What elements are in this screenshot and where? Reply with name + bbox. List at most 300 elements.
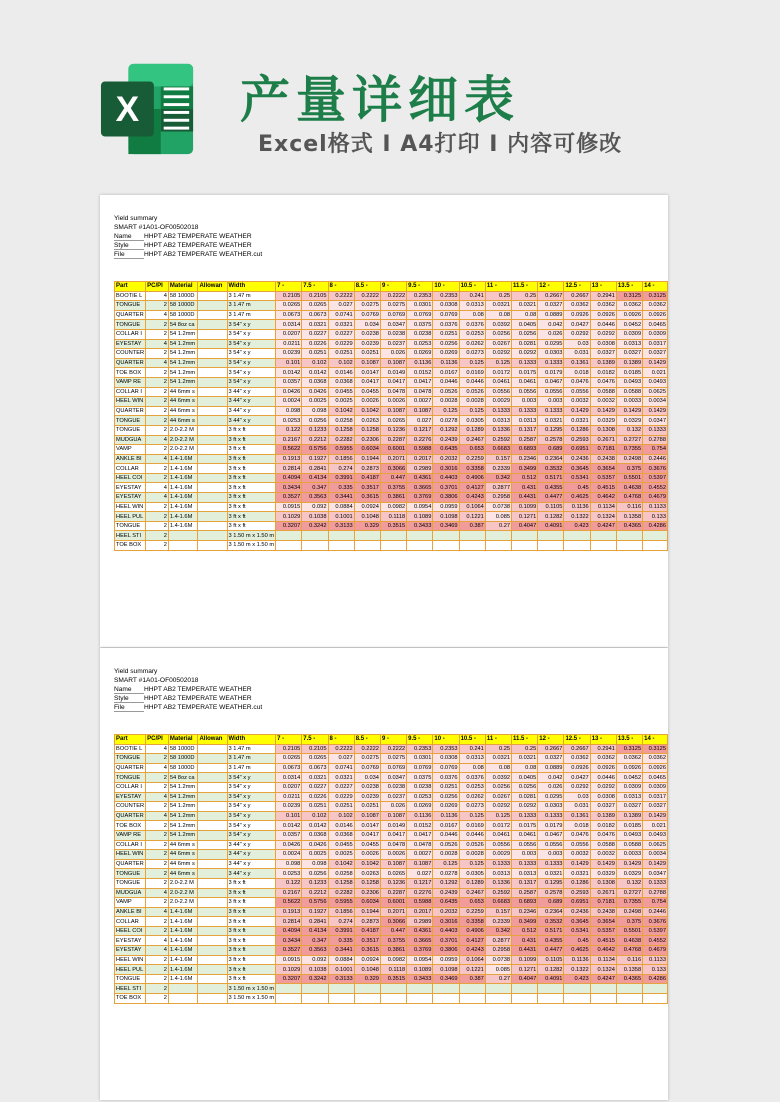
cell-yield-value[interactable]: 0.0229 — [328, 792, 354, 802]
cell-yield-value[interactable]: 0.0329 — [616, 416, 642, 426]
cell-yield-value[interactable]: 0.5341 — [564, 926, 590, 936]
cell-yield-value[interactable]: 0.0267 — [485, 339, 511, 349]
column-header[interactable]: 13.5 - — [616, 282, 642, 292]
cell-yield-value[interactable]: 0.0465 — [643, 320, 668, 330]
cell-yield-value[interactable]: 0.125 — [433, 859, 459, 869]
cell-yield-value[interactable]: 0.1333 — [538, 358, 564, 368]
cell-material[interactable]: 1.4-1.6M — [168, 936, 198, 946]
cell-yield-value[interactable]: 0.0025 — [328, 850, 354, 860]
cell-pc[interactable]: 2 — [146, 859, 169, 869]
cell-yield-value[interactable]: 0.0467 — [538, 377, 564, 387]
cell-yield-value[interactable]: 0.7181 — [590, 898, 616, 908]
cell-part[interactable]: COLLAR — [115, 464, 146, 474]
cell-yield-value[interactable]: 0.0227 — [328, 329, 354, 339]
cell-yield-value[interactable] — [538, 541, 564, 551]
cell-yield-value[interactable]: 0.0362 — [643, 301, 668, 311]
cell-part[interactable]: EYESTAY — [115, 936, 146, 946]
cell-yield-value[interactable]: 0.1429 — [643, 811, 668, 821]
cell-yield-value[interactable]: 0.6893 — [512, 898, 538, 908]
cell-yield-value[interactable] — [512, 531, 538, 541]
cell-yield-value[interactable]: 0.0926 — [643, 310, 668, 320]
cell-yield-value[interactable]: 0.021 — [643, 821, 668, 831]
cell-material[interactable]: 54 1.2mm — [168, 782, 198, 792]
cell-yield-value[interactable]: 0.335 — [328, 936, 354, 946]
cell-yield-value[interactable]: 0.027 — [407, 869, 433, 879]
cell-yield-value[interactable]: 0.4906 — [459, 473, 485, 483]
cell-width[interactable]: 3 1.50 m x 1.50 m — [228, 985, 275, 992]
cell-yield-value[interactable]: 0.0265 — [380, 869, 406, 879]
cell-yield-value[interactable]: 0.1134 — [590, 502, 616, 512]
cell-yield-value[interactable]: 0.003 — [538, 850, 564, 860]
cell-yield-value[interactable]: 0.0309 — [643, 329, 668, 339]
cell-yield-value[interactable]: 0.3806 — [433, 946, 459, 956]
cell-yield-value[interactable]: 0.0167 — [433, 368, 459, 378]
cell-yield-value[interactable]: 0.1258 — [328, 878, 354, 888]
cell-part[interactable]: TOE BOX — [115, 821, 146, 831]
cell-yield-value[interactable]: 0.1098 — [433, 965, 459, 975]
cell-yield-value[interactable]: 0.4361 — [407, 926, 433, 936]
cell-yield-value[interactable]: 0.0147 — [354, 821, 380, 831]
cell-yield-value[interactable]: 0.1001 — [328, 965, 354, 975]
cell-yield-value[interactable]: 0.0417 — [407, 377, 433, 387]
cell-yield-value[interactable]: 0.0362 — [616, 301, 642, 311]
cell-yield-value[interactable]: 0.0267 — [485, 792, 511, 802]
cell-pc[interactable]: 4 — [146, 888, 169, 898]
cell-yield-value[interactable]: 0.0308 — [433, 754, 459, 764]
cell-yield-value[interactable]: 0.0889 — [538, 310, 564, 320]
cell-yield-value[interactable]: 0.2671 — [590, 435, 616, 445]
cell-width[interactable]: 3 ft x ft — [227, 493, 276, 503]
cell-yield-value[interactable]: 0.1286 — [564, 425, 590, 435]
cell-yield-value[interactable]: 0.1358 — [616, 512, 642, 522]
cell-yield-value[interactable]: 0.1333 — [643, 425, 668, 435]
column-header[interactable]: 11.5 - — [512, 735, 538, 745]
cell-yield-value[interactable] — [433, 984, 459, 994]
cell-material[interactable] — [168, 994, 198, 1004]
cell-width[interactable]: 3 ft x ft — [227, 502, 276, 512]
cell-part[interactable]: QUARTER — [116, 408, 144, 415]
cell-yield-value[interactable]: 0.03 — [564, 339, 590, 349]
cell-part[interactable]: BOOTIE L — [115, 744, 146, 754]
cell-width[interactable]: 3 44" x y — [227, 850, 276, 860]
cell-part[interactable]: COLLAR I — [115, 329, 146, 339]
cell-yield-value[interactable]: 0.2941 — [590, 744, 616, 754]
cell-pc[interactable]: 4 — [146, 435, 169, 445]
cell-width[interactable]: 3 54" x y — [227, 802, 276, 812]
cell-yield-value[interactable]: 0.2498 — [616, 907, 642, 917]
cell-yield-value[interactable]: 0.2105 — [302, 291, 328, 301]
cell-yield-value[interactable]: 0.0738 — [485, 955, 511, 965]
cell-yield-value[interactable]: 0.6951 — [564, 898, 590, 908]
cell-yield-value[interactable]: 0.0172 — [485, 821, 511, 831]
cell-part[interactable]: COLLAR I — [115, 782, 146, 792]
cell-width[interactable]: 3 54" x y — [227, 349, 276, 359]
cell-yield-value[interactable]: 0.0256 — [512, 329, 538, 339]
cell-yield-value[interactable]: 0.2841 — [302, 464, 328, 474]
cell-pc[interactable]: 2 — [146, 955, 169, 965]
cell-yield-value[interactable] — [433, 994, 459, 1004]
cell-yield-value[interactable]: 0.25 — [485, 291, 511, 301]
cell-yield-value[interactable]: 0.0305 — [459, 416, 485, 426]
cell-yield-value[interactable]: 0.116 — [616, 955, 642, 965]
cell-yield-value[interactable]: 0.4247 — [590, 521, 616, 531]
cell-yield-value[interactable] — [407, 541, 433, 551]
cell-yield-value[interactable]: 0.0313 — [485, 416, 511, 426]
cell-yield-value[interactable]: 0.0029 — [485, 850, 511, 860]
cell-yield-value[interactable]: 0.0227 — [302, 782, 328, 792]
cell-yield-value[interactable]: 0.512 — [512, 473, 538, 483]
cell-yield-value[interactable]: 0.0446 — [459, 377, 485, 387]
cell-yield-value[interactable] — [485, 531, 511, 541]
cell-yield-value[interactable]: 0.0924 — [354, 955, 380, 965]
column-header[interactable]: 11.5 - — [512, 282, 538, 292]
cell-yield-value[interactable]: 0.0673 — [276, 763, 302, 773]
cell-part[interactable]: VAMP — [115, 445, 146, 455]
cell-yield-value[interactable]: 0.4091 — [538, 521, 564, 531]
cell-yield-value[interactable]: 0.027 — [328, 754, 354, 764]
cell-material[interactable]: 54 1.2mm — [168, 811, 198, 821]
cell-yield-value[interactable]: 0.0251 — [354, 349, 380, 359]
cell-allowance[interactable] — [198, 397, 227, 407]
cell-yield-value[interactable] — [485, 984, 511, 994]
cell-pc[interactable]: 2 — [146, 387, 169, 397]
cell-allowance[interactable] — [198, 754, 227, 764]
cell-yield-value[interactable]: 0.0327 — [590, 349, 616, 359]
cell-yield-value[interactable]: 0.274 — [328, 464, 354, 474]
cell-yield-value[interactable]: 0.0033 — [616, 397, 642, 407]
cell-width[interactable]: 3 ft x ft — [227, 425, 276, 435]
cell-yield-value[interactable]: 0.4127 — [459, 936, 485, 946]
column-header[interactable]: 10 - — [433, 282, 459, 292]
cell-pc[interactable]: 2 — [146, 994, 169, 1004]
cell-yield-value[interactable]: 0.4515 — [590, 936, 616, 946]
cell-yield-value[interactable]: 0.3358 — [459, 917, 485, 927]
cell-yield-value[interactable]: 0.0262 — [459, 792, 485, 802]
cell-yield-value[interactable]: 0.0026 — [380, 850, 406, 860]
cell-yield-value[interactable]: 0.1308 — [590, 878, 616, 888]
cell-material[interactable]: 1.4-1.6M — [168, 493, 198, 503]
cell-allowance[interactable] — [198, 782, 227, 792]
column-header[interactable]: 8.5 - — [354, 735, 380, 745]
cell-allowance[interactable] — [198, 811, 227, 821]
cell-yield-value[interactable]: 0.3755 — [380, 936, 406, 946]
cell-width[interactable]: 3 44" x y — [227, 397, 276, 407]
cell-yield-value[interactable] — [616, 994, 642, 1004]
cell-yield-value[interactable]: 0.1927 — [302, 454, 328, 464]
cell-yield-value[interactable]: 0.3517 — [354, 936, 380, 946]
cell-allowance[interactable] — [198, 946, 227, 956]
cell-yield-value[interactable]: 0.3242 — [302, 974, 328, 984]
cell-part[interactable]: HEEL COI — [115, 473, 146, 483]
cell-part[interactable]: ANKLE BI — [115, 907, 146, 917]
cell-yield-value[interactable]: 0.0417 — [380, 377, 406, 387]
cell-yield-value[interactable]: 0.0175 — [512, 821, 538, 831]
cell-yield-value[interactable]: 0.0327 — [616, 349, 642, 359]
cell-yield-value[interactable]: 0.0313 — [512, 869, 538, 879]
cell-yield-value[interactable]: 0.0588 — [616, 840, 642, 850]
cell-yield-value[interactable]: 0.342 — [485, 926, 511, 936]
cell-yield-value[interactable]: 0.2438 — [590, 454, 616, 464]
cell-pc[interactable]: 4 — [146, 936, 169, 946]
cell-yield-value[interactable] — [276, 531, 302, 541]
cell-pc[interactable]: 2 — [146, 773, 169, 783]
cell-yield-value[interactable]: 0.0329 — [590, 869, 616, 879]
cell-material[interactable]: 2.0-2.2 M — [168, 425, 198, 435]
cell-yield-value[interactable]: 0.1098 — [433, 512, 459, 522]
cell-yield-value[interactable]: 0.3358 — [459, 464, 485, 474]
cell-yield-value[interactable]: 0.1048 — [354, 965, 380, 975]
cell-yield-value[interactable]: 0.122 — [276, 878, 302, 888]
cell-material[interactable]: 54 8oz ca — [168, 773, 198, 783]
cell-yield-value[interactable]: 0.4515 — [590, 483, 616, 493]
column-header[interactable]: 7 - — [276, 282, 302, 292]
cell-yield-value[interactable]: 0.0362 — [564, 754, 590, 764]
cell-yield-value[interactable]: 0.2212 — [302, 435, 328, 445]
cell-yield-value[interactable]: 0.1271 — [512, 512, 538, 522]
cell-yield-value[interactable]: 0.0673 — [302, 763, 328, 773]
cell-yield-value[interactable]: 0.0741 — [328, 310, 354, 320]
cell-yield-value[interactable]: 0.25 — [485, 744, 511, 754]
cell-yield-value[interactable]: 0.3133 — [328, 521, 354, 531]
cell-yield-value[interactable]: 0.0556 — [564, 840, 590, 850]
cell-yield-value[interactable]: 0.0239 — [276, 349, 302, 359]
cell-yield-value[interactable]: 0.116 — [616, 502, 642, 512]
cell-yield-value[interactable]: 0.08 — [485, 763, 511, 773]
cell-pc[interactable]: 2 — [146, 329, 169, 339]
cell-yield-value[interactable]: 0.098 — [276, 859, 302, 869]
cell-yield-value[interactable]: 0.25 — [512, 291, 538, 301]
cell-width[interactable]: 3 1.50 m x 1.50 m — [228, 995, 275, 1002]
cell-part[interactable]: HEEL COI — [115, 926, 146, 936]
cell-allowance[interactable] — [198, 878, 227, 888]
cell-yield-value[interactable]: 0.1429 — [643, 859, 668, 869]
cell-yield-value[interactable]: 0.3207 — [276, 974, 302, 984]
cell-material[interactable]: 1.4-1.6M — [168, 907, 198, 917]
cell-yield-value[interactable]: 0.7355 — [616, 898, 642, 908]
cell-yield-value[interactable]: 0.3527 — [276, 946, 302, 956]
cell-yield-value[interactable]: 0.0376 — [459, 773, 485, 783]
cell-yield-value[interactable]: 0.2105 — [276, 291, 302, 301]
cell-yield-value[interactable]: 0.0376 — [433, 320, 459, 330]
cell-yield-value[interactable]: 0.0376 — [459, 320, 485, 330]
column-header[interactable]: Part — [115, 282, 146, 292]
cell-yield-value[interactable]: 0.1087 — [407, 859, 433, 869]
cell-yield-value[interactable]: 0.0959 — [433, 502, 459, 512]
cell-yield-value[interactable]: 0.0455 — [354, 387, 380, 397]
cell-yield-value[interactable]: 0.2989 — [407, 917, 433, 927]
cell-yield-value[interactable]: 0.0253 — [459, 329, 485, 339]
cell-part[interactable]: HEEL WIN — [115, 502, 146, 512]
cell-pc[interactable]: 2 — [146, 445, 169, 455]
cell-yield-value[interactable] — [433, 531, 459, 541]
cell-width[interactable]: 3 ft x ft — [227, 512, 276, 522]
cell-yield-value[interactable]: 0.157 — [485, 907, 511, 917]
cell-yield-value[interactable]: 0.0032 — [564, 397, 590, 407]
cell-material[interactable]: 44 6mm s — [168, 406, 198, 416]
cell-yield-value[interactable]: 0.2446 — [643, 907, 668, 917]
cell-yield-value[interactable]: 0.653 — [459, 898, 485, 908]
cell-yield-value[interactable]: 0.1322 — [564, 965, 590, 975]
cell-yield-value[interactable]: 0.3991 — [328, 926, 354, 936]
cell-material[interactable]: 1.4-1.6M — [168, 512, 198, 522]
cell-width[interactable]: 3 ft x ft — [227, 898, 276, 908]
cell-yield-value[interactable]: 0.0362 — [564, 301, 590, 311]
cell-yield-value[interactable]: 0.098 — [276, 406, 302, 416]
cell-pc[interactable]: 2 — [146, 754, 169, 764]
cell-yield-value[interactable]: 0.4679 — [643, 493, 668, 503]
cell-yield-value[interactable]: 0.0461 — [512, 377, 538, 387]
cell-yield-value[interactable]: 0.0227 — [302, 329, 328, 339]
column-header[interactable]: 12 - — [538, 735, 564, 745]
cell-yield-value[interactable]: 0.2353 — [407, 291, 433, 301]
cell-yield-value[interactable]: 0.512 — [512, 926, 538, 936]
cell-yield-value[interactable] — [590, 541, 616, 551]
cell-yield-value[interactable]: 0.0265 — [380, 416, 406, 426]
cell-yield-value[interactable]: 0.0142 — [276, 368, 302, 378]
cell-yield-value[interactable]: 0.0321 — [302, 773, 328, 783]
cell-yield-value[interactable]: 0.0185 — [616, 368, 642, 378]
cell-yield-value[interactable]: 0.0175 — [512, 368, 538, 378]
cell-yield-value[interactable]: 0.3563 — [302, 493, 328, 503]
cell-yield-value[interactable]: 0.0238 — [380, 782, 406, 792]
cell-yield-value[interactable]: 0.2212 — [302, 888, 328, 898]
cell-yield-value[interactable]: 0.0321 — [564, 869, 590, 879]
cell-yield-value[interactable]: 0.1258 — [354, 878, 380, 888]
cell-width[interactable]: 3 ft x ft — [227, 888, 276, 898]
cell-yield-value[interactable]: 0.0269 — [407, 802, 433, 812]
cell-allowance[interactable] — [198, 301, 227, 311]
cell-width[interactable]: 3 44" x y — [227, 406, 276, 416]
cell-yield-value[interactable]: 0.0292 — [512, 349, 538, 359]
cell-material[interactable]: 58 1000D — [168, 744, 198, 754]
cell-yield-value[interactable]: 0.0392 — [485, 773, 511, 783]
cell-yield-value[interactable]: 0.0769 — [407, 763, 433, 773]
cell-yield-value[interactable]: 0.0476 — [590, 377, 616, 387]
cell-yield-value[interactable]: 0.3125 — [616, 291, 642, 301]
cell-yield-value[interactable]: 0.3066 — [380, 917, 406, 927]
cell-yield-value[interactable]: 0.1322 — [564, 512, 590, 522]
cell-yield-value[interactable]: 0.3515 — [380, 521, 406, 531]
column-header[interactable]: Width — [227, 282, 276, 292]
cell-part[interactable]: QUARTER — [116, 813, 144, 820]
cell-yield-value[interactable]: 0.2958 — [485, 946, 511, 956]
cell-width[interactable]: 3 44" x y — [227, 416, 276, 426]
cell-yield-value[interactable]: 0.0303 — [538, 349, 564, 359]
cell-yield-value[interactable]: 0.3469 — [433, 521, 459, 531]
cell-yield-value[interactable]: 0.0461 — [512, 830, 538, 840]
cell-yield-value[interactable]: 0.0265 — [276, 301, 302, 311]
cell-yield-value[interactable]: 0.0426 — [276, 840, 302, 850]
cell-yield-value[interactable]: 0.0327 — [538, 754, 564, 764]
cell-pc[interactable]: 4 — [146, 763, 169, 773]
cell-yield-value[interactable]: 0.0278 — [433, 416, 459, 426]
cell-yield-value[interactable] — [380, 994, 406, 1004]
cell-part[interactable]: TONGUE — [115, 773, 146, 783]
cell-yield-value[interactable]: 0.0269 — [433, 802, 459, 812]
cell-yield-value[interactable]: 0.0321 — [512, 301, 538, 311]
cell-yield-value[interactable] — [459, 541, 485, 551]
cell-yield-value[interactable]: 0.0769 — [354, 310, 380, 320]
cell-yield-value[interactable]: 0.0347 — [380, 773, 406, 783]
cell-yield-value[interactable]: 0.689 — [538, 898, 564, 908]
cell-yield-value[interactable]: 0.2439 — [433, 435, 459, 445]
cell-yield-value[interactable]: 0.0182 — [590, 821, 616, 831]
cell-yield-value[interactable]: 0.0253 — [407, 792, 433, 802]
cell-yield-value[interactable]: 0.0258 — [328, 416, 354, 426]
cell-yield-value[interactable]: 0.0741 — [328, 763, 354, 773]
cell-allowance[interactable] — [198, 368, 227, 378]
cell-yield-value[interactable]: 0.0258 — [328, 869, 354, 879]
cell-yield-value[interactable]: 0.0427 — [564, 320, 590, 330]
cell-yield-value[interactable]: 0.2436 — [564, 907, 590, 917]
cell-part[interactable]: HEEL WIN — [115, 397, 146, 407]
cell-yield-value[interactable]: 0.1064 — [459, 502, 485, 512]
cell-yield-value[interactable] — [328, 531, 354, 541]
cell-yield-value[interactable]: 0.0982 — [380, 955, 406, 965]
cell-allowance[interactable] — [198, 339, 227, 349]
cell-allowance[interactable] — [198, 974, 227, 984]
cell-yield-value[interactable]: 0.102 — [302, 811, 328, 821]
cell-yield-value[interactable]: 0.2259 — [459, 454, 485, 464]
cell-yield-value[interactable]: 0.1001 — [328, 512, 354, 522]
cell-yield-value[interactable]: 0.034 — [354, 320, 380, 330]
cell-yield-value[interactable]: 0.1048 — [354, 512, 380, 522]
cell-yield-value[interactable]: 0.098 — [302, 406, 328, 416]
cell-yield-value[interactable]: 0.423 — [564, 521, 590, 531]
cell-allowance[interactable] — [198, 744, 227, 754]
cell-yield-value[interactable]: 0.0024 — [276, 850, 302, 860]
cell-yield-value[interactable]: 0.1333 — [512, 859, 538, 869]
cell-material[interactable]: 54 1.2mm — [168, 358, 198, 368]
cell-yield-value[interactable]: 0.4477 — [538, 946, 564, 956]
cell-yield-value[interactable]: 0.0982 — [380, 502, 406, 512]
cell-yield-value[interactable] — [512, 541, 538, 551]
cell-width[interactable]: 3 1.47 m — [227, 744, 276, 754]
cell-material[interactable]: 1.4-1.6M — [168, 974, 198, 984]
cell-yield-value[interactable]: 0.2727 — [616, 435, 642, 445]
cell-yield-value[interactable]: 0.0308 — [590, 339, 616, 349]
cell-pc[interactable]: 2 — [146, 974, 169, 984]
cell-pc[interactable]: 2 — [146, 965, 169, 975]
cell-yield-value[interactable]: 0.1333 — [538, 859, 564, 869]
cell-yield-value[interactable]: 0.0926 — [616, 310, 642, 320]
cell-yield-value[interactable]: 0.2873 — [354, 917, 380, 927]
cell-yield-value[interactable]: 0.0147 — [354, 368, 380, 378]
cell-yield-value[interactable]: 0.1136 — [407, 811, 433, 821]
cell-yield-value[interactable]: 0.2578 — [538, 888, 564, 898]
cell-yield-value[interactable]: 0.0455 — [328, 387, 354, 397]
cell-pc[interactable]: 2 — [146, 821, 169, 831]
cell-yield-value[interactable]: 0.2167 — [276, 888, 302, 898]
cell-yield-value[interactable] — [302, 994, 328, 1004]
cell-part[interactable]: HEEL PUL — [115, 965, 146, 975]
cell-yield-value[interactable]: 0.0461 — [485, 377, 511, 387]
cell-yield-value[interactable]: 0.0738 — [485, 502, 511, 512]
cell-yield-value[interactable]: 0.3469 — [433, 974, 459, 984]
cell-yield-value[interactable]: 0.5501 — [616, 926, 642, 936]
cell-width[interactable]: 3 ft x ft — [227, 907, 276, 917]
cell-yield-value[interactable]: 0.0926 — [564, 310, 590, 320]
cell-yield-value[interactable]: 0.0169 — [459, 368, 485, 378]
cell-yield-value[interactable]: 0.0926 — [590, 310, 616, 320]
cell-yield-value[interactable]: 0.0026 — [354, 397, 380, 407]
cell-material[interactable]: 1.4-1.6M — [168, 955, 198, 965]
cell-material[interactable]: 44 6mm s — [168, 387, 198, 397]
cell-part[interactable]: QUARTER — [116, 765, 144, 772]
cell-yield-value[interactable]: 0.1913 — [276, 454, 302, 464]
cell-yield-value[interactable]: 0.3207 — [276, 521, 302, 531]
cell-yield-value[interactable]: 0.1289 — [459, 425, 485, 435]
